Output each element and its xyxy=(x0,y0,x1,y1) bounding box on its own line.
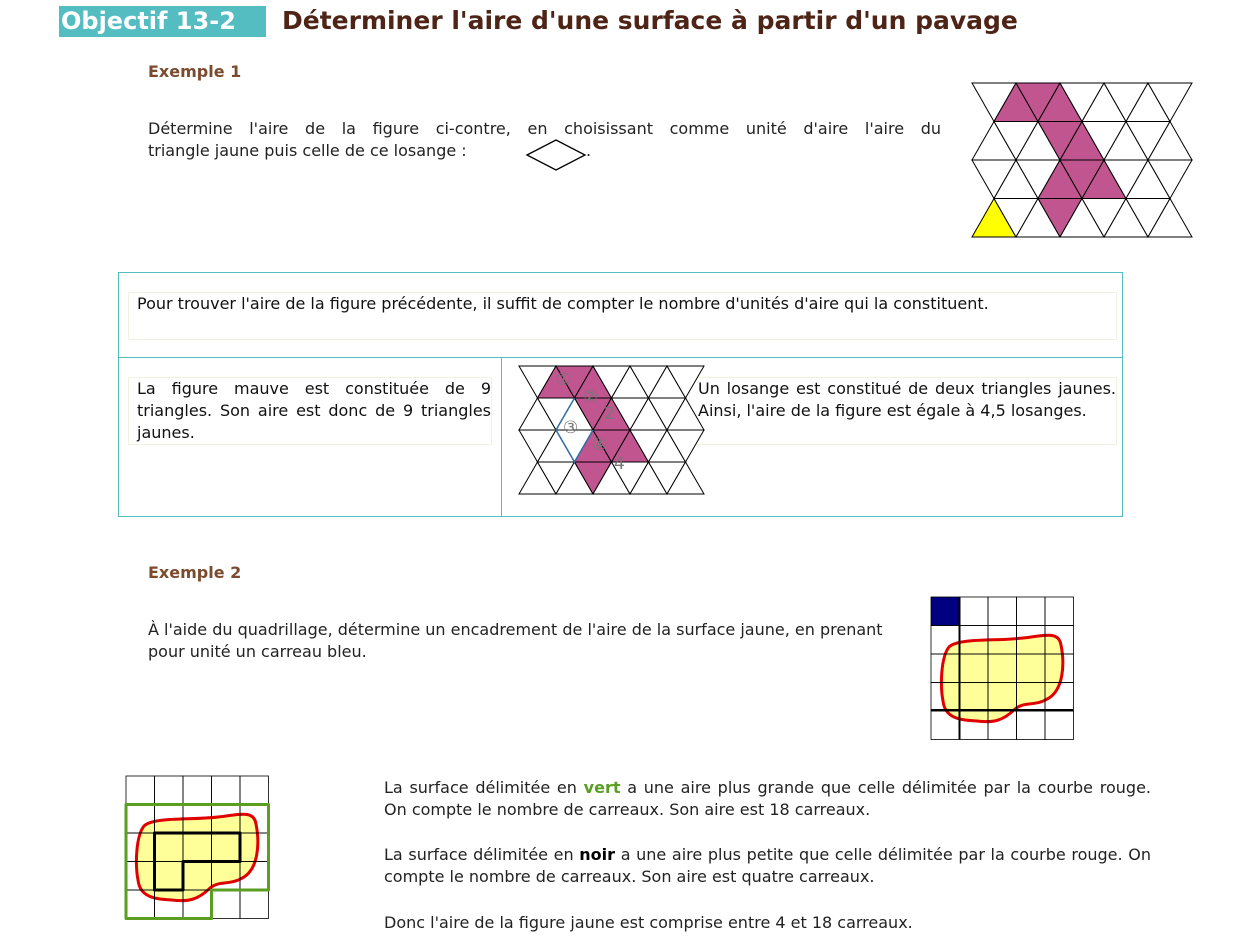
example1-text-line1: Détermine l'aire de la figure ci-contre, en choisissant comme unité d'aire l'aire du xyxy=(148,119,941,138)
solution1-col-divider xyxy=(501,357,502,517)
solution2-paragraph1 xyxy=(384,777,1151,821)
solution-label-5: 2 xyxy=(604,404,615,424)
grid-cell xyxy=(1045,711,1074,740)
solution2-p1-text-a: La surface délimitée en xyxy=(384,778,577,797)
solution-label-6: 4 xyxy=(614,454,625,474)
triangle-tiling-solution xyxy=(519,366,669,496)
triangle-tiling-figure xyxy=(972,83,1152,239)
blue-unit-square xyxy=(931,597,960,626)
example1-text-line2-main: triangle jaune puis celle de ce losange : xyxy=(148,141,467,160)
solution1-row-divider xyxy=(118,357,1123,358)
example2-heading: Exemple 2 xyxy=(148,563,242,582)
grid-cell xyxy=(212,890,241,919)
solution2-paragraph2 xyxy=(384,844,1151,888)
solution-label-1: ① xyxy=(556,370,572,390)
solution1-left-text: La figure mauve est constituée de 9 triangles. Son aire est donc de 9 triangles jaunes. xyxy=(128,377,492,445)
solution1-intro: Pour trouver l'aire de la figure précédente, il suffit de compter le nombre d'unités d'aire qui la constituent. xyxy=(128,292,1117,340)
solution-label-3: ③ xyxy=(563,418,579,438)
solution1-right-text: Un losange est constitué de deux triangles jaunes. Ainsi, l'aire de la figure est égale à 4,5 losanges. xyxy=(689,377,1117,445)
grid-cell xyxy=(1045,597,1074,626)
solution2-p2-text-a: La surface délimitée en xyxy=(384,845,574,864)
grid-cell xyxy=(988,597,1017,626)
solution2-conclusion: Donc l'aire de la figure jaune est comprise entre 4 et 18 carreaux. xyxy=(384,913,913,932)
example1-heading: Exemple 1 xyxy=(148,62,242,81)
page-title: Déterminer l'aire d'une surface à partir d'un pavage xyxy=(282,6,1018,35)
example1-text-line2 xyxy=(148,140,467,162)
square-grid-figure xyxy=(931,597,1075,739)
grid-cell xyxy=(126,776,155,805)
grid-cell xyxy=(155,776,184,805)
square-grid-solution xyxy=(126,776,271,921)
solution2-p1-text-c: a une aire plus grande que celle délimitée par la courbe rouge. On compte le nombre de carreaux. Son aire est 18 carreaux. xyxy=(384,778,1151,819)
objective-badge: Objectif 13-2 xyxy=(59,6,266,37)
solution2-p2-text-c: a une aire plus petite que celle délimitée par la courbe rouge. On compte le nombre de carreaux. Son aire est quatre carreaux. xyxy=(384,845,1151,886)
solution2-p2-black-word: noir xyxy=(579,845,616,864)
grid-cell xyxy=(1017,711,1046,740)
rhombus-unit-icon xyxy=(526,139,586,171)
grid-cell xyxy=(960,597,989,626)
grid-cell xyxy=(212,776,241,805)
grid-cell xyxy=(1017,597,1046,626)
solution2-p1-green-word: vert xyxy=(583,778,621,797)
grid-cell xyxy=(240,776,269,805)
grid-cell xyxy=(183,776,212,805)
solution-label-4: ④ xyxy=(592,435,608,455)
example1-text-end: . xyxy=(586,141,592,160)
example2-text: À l'aide du quadrillage, détermine un encadrement de l'aire de la surface jaune, en prenant pour unité un carreau bleu. xyxy=(148,620,883,661)
solution-label-2: ② xyxy=(583,387,599,407)
grid-cell xyxy=(240,890,269,919)
